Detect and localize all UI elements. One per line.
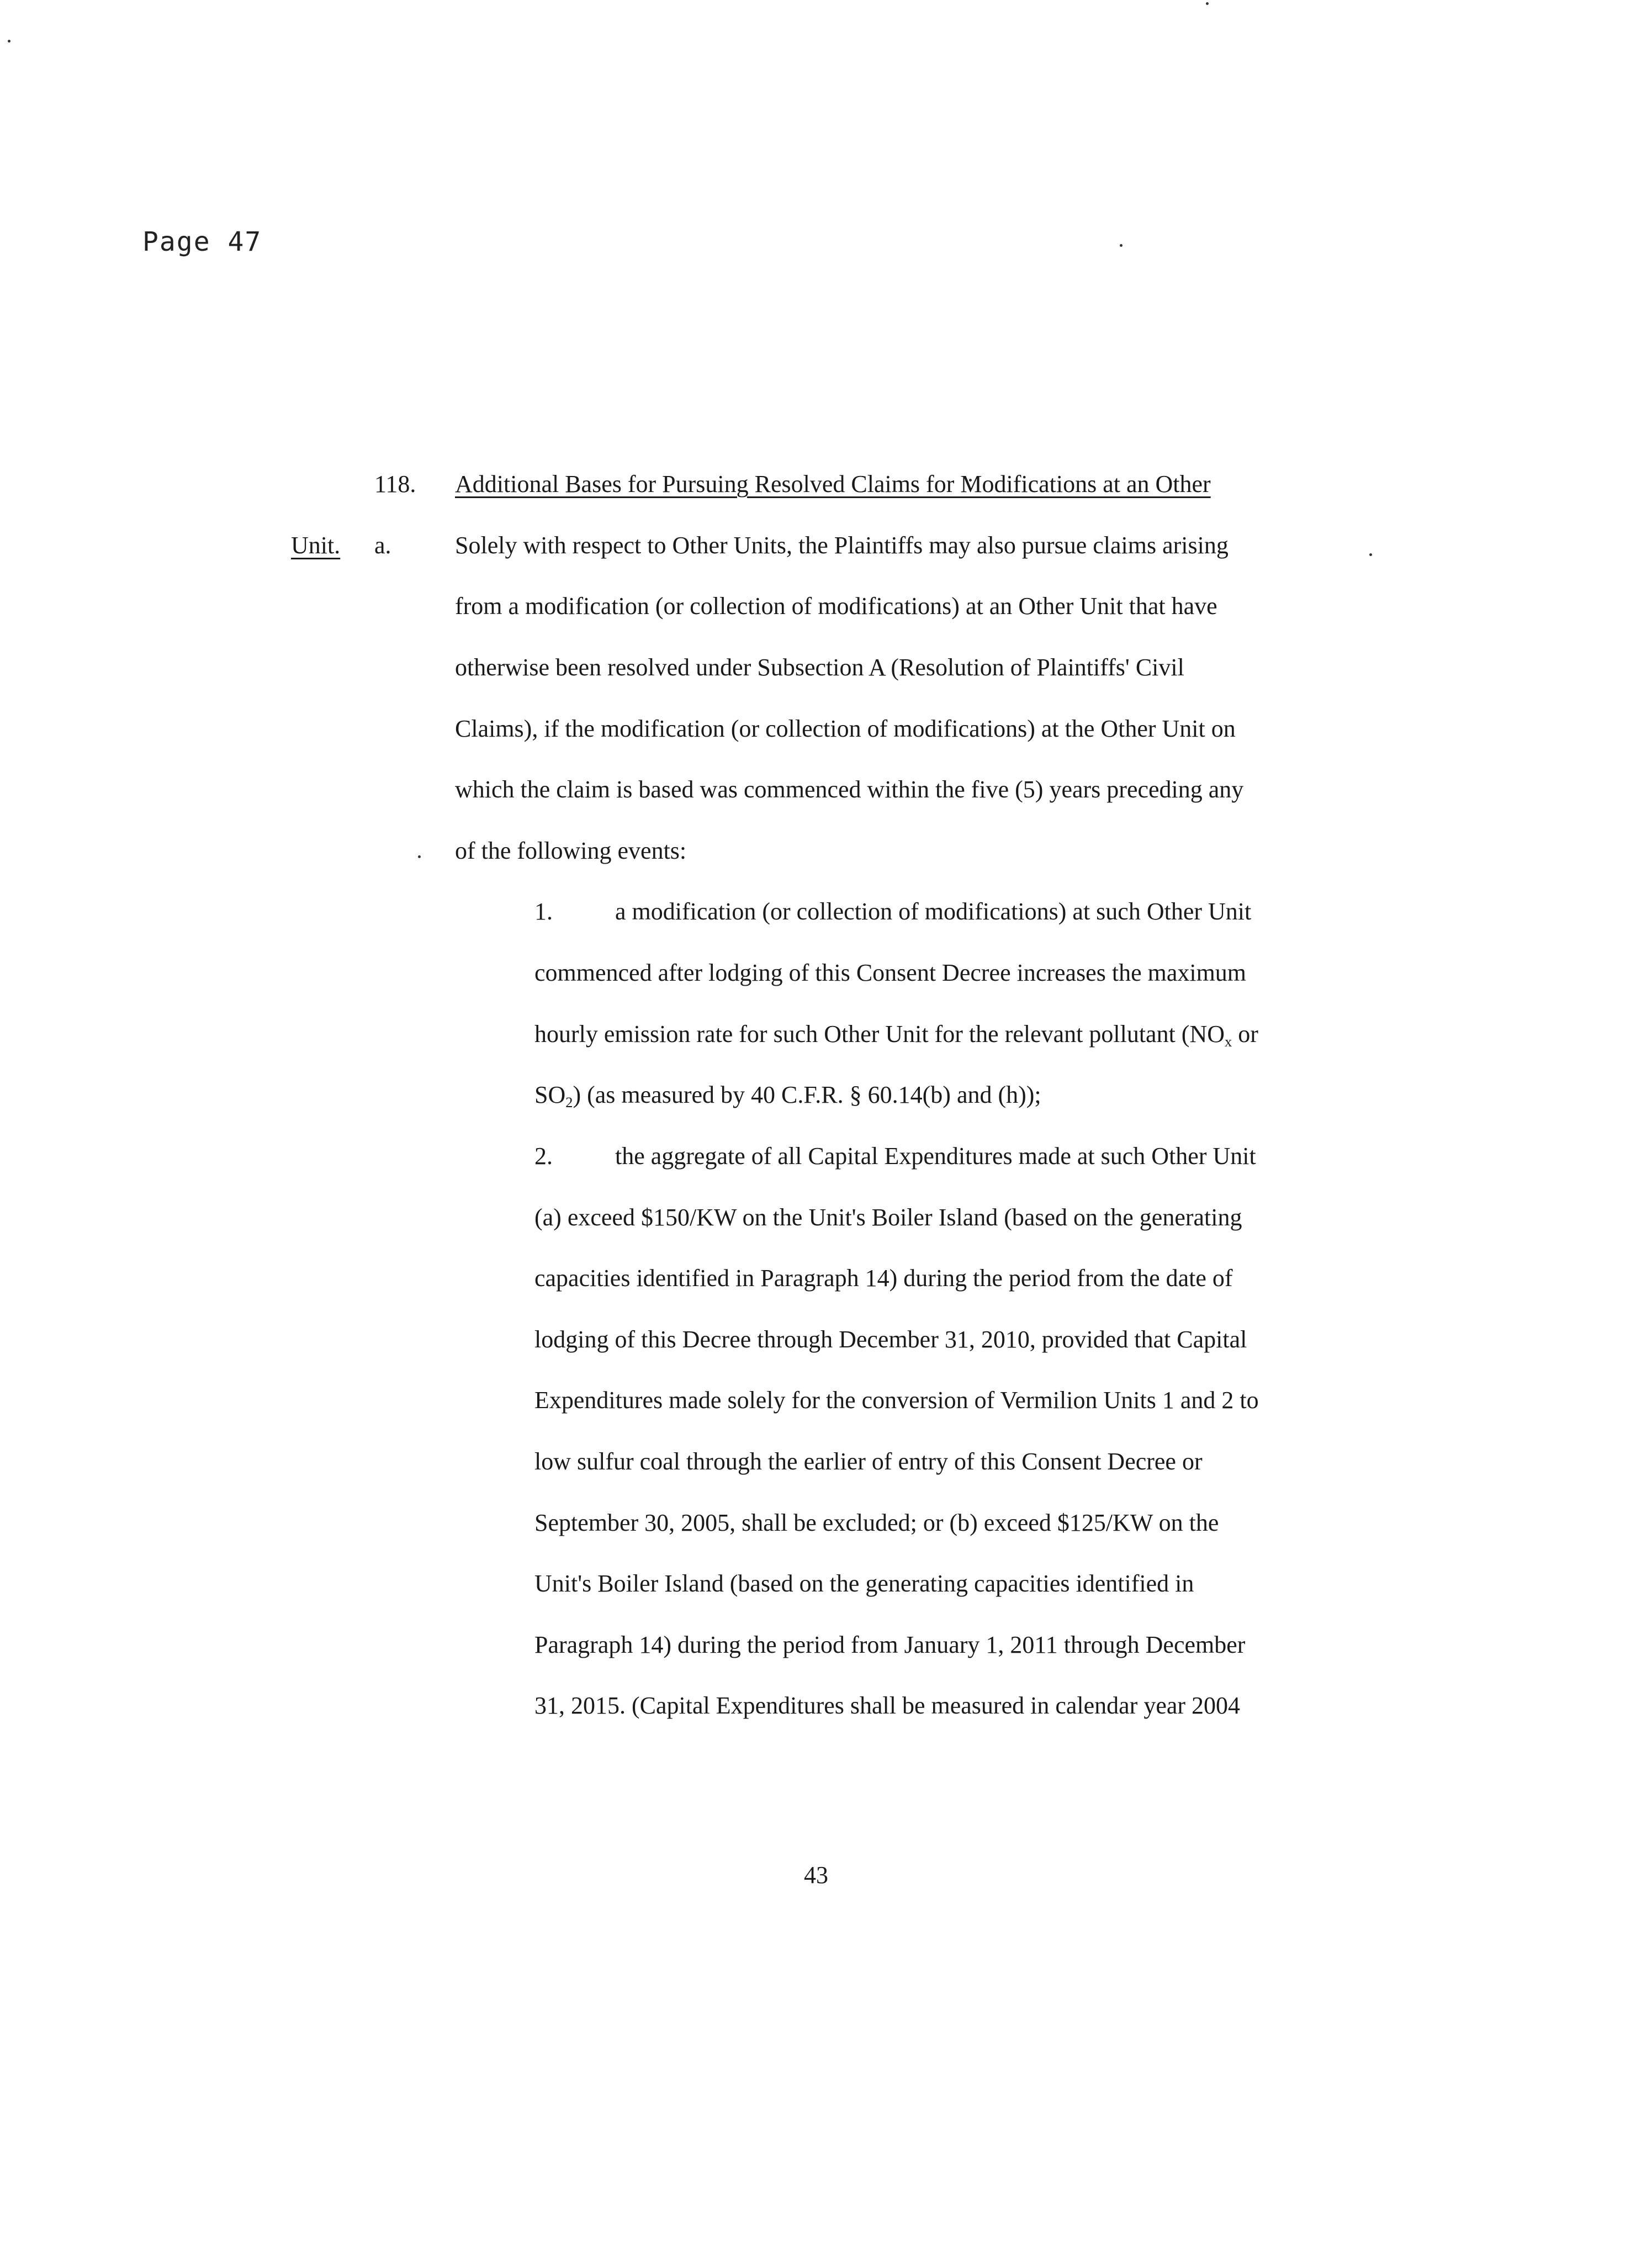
paragraph-a-line: of the following events: <box>455 837 687 864</box>
item-2-line: the aggregate of all Capital Expenditures made at such Other Unit <box>615 1143 1256 1170</box>
paragraph-a-line: otherwise been resolved under Subsection A (Resolution of Plaintiffs' Civil <box>455 654 1184 681</box>
item-1-line-4 <box>534 1081 1041 1110</box>
item-1-line-3-tail: or <box>1232 1020 1258 1048</box>
item-1-line-4-text: SO <box>534 1081 566 1108</box>
scan-speck <box>8 40 10 43</box>
scan-speck <box>1206 2 1209 5</box>
item-1-line: a modification (or collection of modifications) at such Other Unit <box>615 898 1252 925</box>
section-heading-line2: Unit. <box>291 532 341 559</box>
item-2-line: Paragraph 14) during the period from January 1, 2011 through December <box>534 1631 1246 1658</box>
so2-subscript: 2 <box>565 1093 573 1110</box>
paragraph-a-line: Solely with respect to Other Units, the Plaintiffs may also pursue claims arising <box>455 532 1229 559</box>
item-1-line-3 <box>534 1020 1258 1050</box>
item-2-line: Unit's Boiler Island (based on the generating capacities identified in <box>534 1570 1194 1597</box>
paragraph-a-line: which the claim is based was commenced within the five (5) years preceding any <box>455 776 1244 803</box>
item-1-line-4-tail: ) (as measured by 40 C.F.R. § 60.14(b) and (h)); <box>573 1081 1041 1108</box>
item-2-line: (a) exceed $150/KW on the Unit's Boiler Island (based on the generating <box>534 1204 1242 1231</box>
item-2-line: lodging of this Decree through December 31, 2010, provided that Capital <box>534 1326 1247 1353</box>
item-2-line: 31, 2015. (Capital Expenditures shall be measured in calendar year 2004 <box>534 1692 1241 1719</box>
item-2-line: Expenditures made solely for the conversion of Vermilion Units 1 and 2 to <box>534 1387 1259 1414</box>
nox-subscript: x <box>1225 1033 1232 1050</box>
section-number: 118. <box>374 470 416 498</box>
scan-speck <box>1369 553 1372 556</box>
item-2-line: September 30, 2005, shall be excluded; or (b) exceed $125/KW on the <box>534 1509 1219 1536</box>
paragraph-a-line: Claims), if the modification (or collection of modifications) at the Other Unit on <box>455 715 1236 742</box>
section-heading-line1: Additional Bases for Pursuing Resolved Claims for Modifications at an Other <box>455 470 1211 498</box>
scan-speck <box>418 855 421 858</box>
item-1-line: commenced after lodging of this Consent Decree increases the maximum <box>534 959 1247 986</box>
page-number: 43 <box>804 1861 828 1889</box>
page-header-label: Page 47 <box>142 226 262 257</box>
item-1-number: 1. <box>534 898 553 925</box>
item-2-line: capacities identified in Paragraph 14) during the period from the date of <box>534 1265 1233 1292</box>
paragraph-a-label: a. <box>374 532 391 559</box>
item-2-line: low sulfur coal through the earlier of entry of this Consent Decree or <box>534 1448 1203 1475</box>
scan-speck <box>1120 244 1122 247</box>
paragraph-a-line: from a modification (or collection of modifications) at an Other Unit that have <box>455 593 1217 620</box>
item-1-line-3-text: hourly emission rate for such Other Unit for the relevant pollutant (NO <box>534 1020 1225 1048</box>
item-2-number: 2. <box>534 1143 553 1170</box>
